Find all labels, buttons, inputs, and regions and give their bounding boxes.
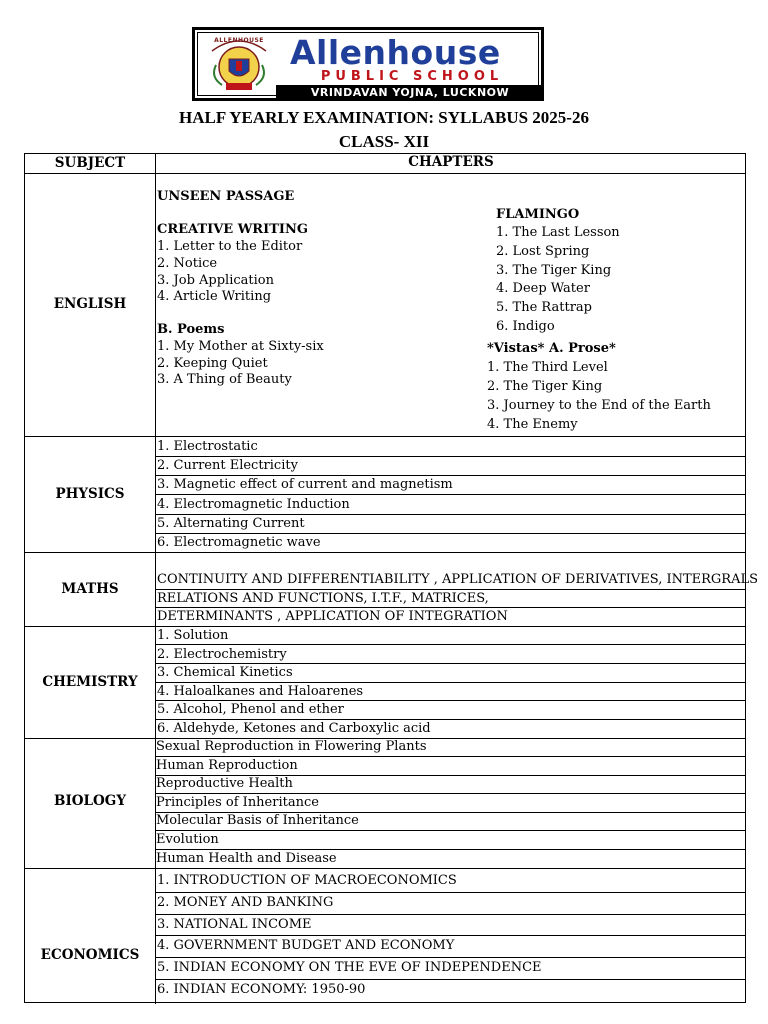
list-item: 2. Electrochemistry bbox=[157, 647, 287, 662]
list-item: CONTINUITY AND DIFFERENTIABILITY , APPLICATION OF DERIVATIVES, INTERGRALS bbox=[157, 572, 759, 587]
page-title: HALF YEARLY EXAMINATION: SYLLABUS 2025-26 bbox=[179, 108, 589, 127]
school-address: VRINDAVAN YOJNA, LUCKNOW bbox=[276, 85, 544, 100]
list-item: RELATIONS AND FUNCTIONS, I.T.F., MATRICES, bbox=[157, 591, 489, 606]
list-item: 4. GOVERNMENT BUDGET AND ECONOMY bbox=[157, 938, 455, 953]
list-item: 3. Job Application bbox=[157, 273, 274, 288]
list-item: 2. Notice bbox=[157, 256, 218, 271]
list-item: 2. The Tiger King bbox=[487, 379, 603, 394]
subject-english: ENGLISH bbox=[53, 296, 127, 312]
crest-text: ALLENHOUSE bbox=[214, 37, 264, 44]
list-item: 3. A Thing of Beauty bbox=[157, 372, 292, 387]
list-item: Human Health and Disease bbox=[156, 851, 337, 866]
english-flamingo-heading: FLAMINGO bbox=[496, 207, 580, 222]
list-item: 5. Alcohol, Phenol and ether bbox=[157, 702, 344, 717]
subject-chemistry: CHEMISTRY bbox=[42, 674, 138, 690]
school-logo bbox=[192, 27, 544, 101]
list-item: 3. Journey to the End of the Earth bbox=[487, 398, 711, 413]
list-item: Principles of Inheritance bbox=[156, 795, 319, 810]
list-item: 3. Magnetic effect of current and magnetism bbox=[157, 477, 453, 492]
list-item: DETERMINANTS , APPLICATION OF INTEGRATION bbox=[157, 609, 508, 624]
list-item: 1. The Last Lesson bbox=[496, 225, 620, 240]
subject-biology: BIOLOGY bbox=[54, 793, 126, 809]
list-item: 1. The Third Level bbox=[487, 360, 608, 375]
list-item: 6. Aldehyde, Ketones and Carboxylic acid bbox=[157, 721, 431, 736]
list-item: Sexual Reproduction in Flowering Plants bbox=[156, 739, 427, 754]
list-item: 4. Deep Water bbox=[496, 281, 590, 296]
list-item: 5. The Rattrap bbox=[496, 300, 592, 315]
list-item: 4. Article Writing bbox=[157, 289, 272, 304]
list-item: 1. Electrostatic bbox=[157, 439, 258, 454]
header-subject: SUBJECT bbox=[54, 155, 126, 171]
list-item: Evolution bbox=[156, 832, 219, 847]
list-item: Reproductive Health bbox=[156, 776, 293, 791]
syllabus-table bbox=[24, 153, 759, 1003]
english-poems-heading: B. Poems bbox=[157, 322, 225, 337]
list-item: 6. Indigo bbox=[496, 319, 555, 334]
school-type: PUBLIC SCHOOL bbox=[320, 69, 504, 84]
list-item: 4. The Enemy bbox=[487, 417, 578, 432]
subject-maths: MATHS bbox=[61, 581, 119, 597]
list-item: 6. Electromagnetic wave bbox=[157, 535, 321, 550]
class-title: CLASS- XII bbox=[338, 132, 430, 151]
list-item: 5. Alternating Current bbox=[157, 516, 305, 531]
list-item: 3. NATIONAL INCOME bbox=[157, 917, 312, 932]
list-item: 2. Lost Spring bbox=[496, 244, 590, 259]
english-unseen: UNSEEN PASSAGE bbox=[157, 189, 295, 204]
list-item: 2. Current Electricity bbox=[157, 458, 298, 473]
header-chapters: CHAPTERS bbox=[408, 154, 494, 170]
list-item: 4. Haloalkanes and Haloarenes bbox=[157, 684, 364, 699]
subject-economics: ECONOMICS bbox=[40, 947, 140, 963]
school-name: Allenhouse bbox=[290, 33, 501, 72]
list-item: Molecular Basis of Inheritance bbox=[156, 813, 359, 828]
english-vistas-heading: *Vistas* A. Prose* bbox=[487, 341, 616, 356]
list-item: 5. INDIAN ECONOMY ON THE EVE OF INDEPENDENCE bbox=[157, 960, 542, 975]
list-item: 3. Chemical Kinetics bbox=[157, 665, 293, 680]
list-item: 2. MONEY AND BANKING bbox=[157, 895, 334, 910]
list-item: 2. Keeping Quiet bbox=[157, 356, 268, 371]
list-item: 1. My Mother at Sixty-six bbox=[157, 339, 324, 354]
list-item: Human Reproduction bbox=[156, 758, 298, 773]
list-item: 3. The Tiger King bbox=[496, 263, 612, 278]
list-item: 6. INDIAN ECONOMY: 1950-90 bbox=[157, 982, 366, 997]
list-item: 1. INTRODUCTION OF MACROECONOMICS bbox=[157, 873, 457, 888]
list-item: 1. Solution bbox=[157, 628, 229, 643]
list-item: 4. Electromagnetic Induction bbox=[157, 497, 350, 512]
school-crest-icon bbox=[208, 37, 270, 91]
english-creative-heading: CREATIVE WRITING bbox=[157, 222, 308, 237]
subject-physics: PHYSICS bbox=[55, 486, 125, 502]
list-item: 1. Letter to the Editor bbox=[157, 239, 303, 254]
